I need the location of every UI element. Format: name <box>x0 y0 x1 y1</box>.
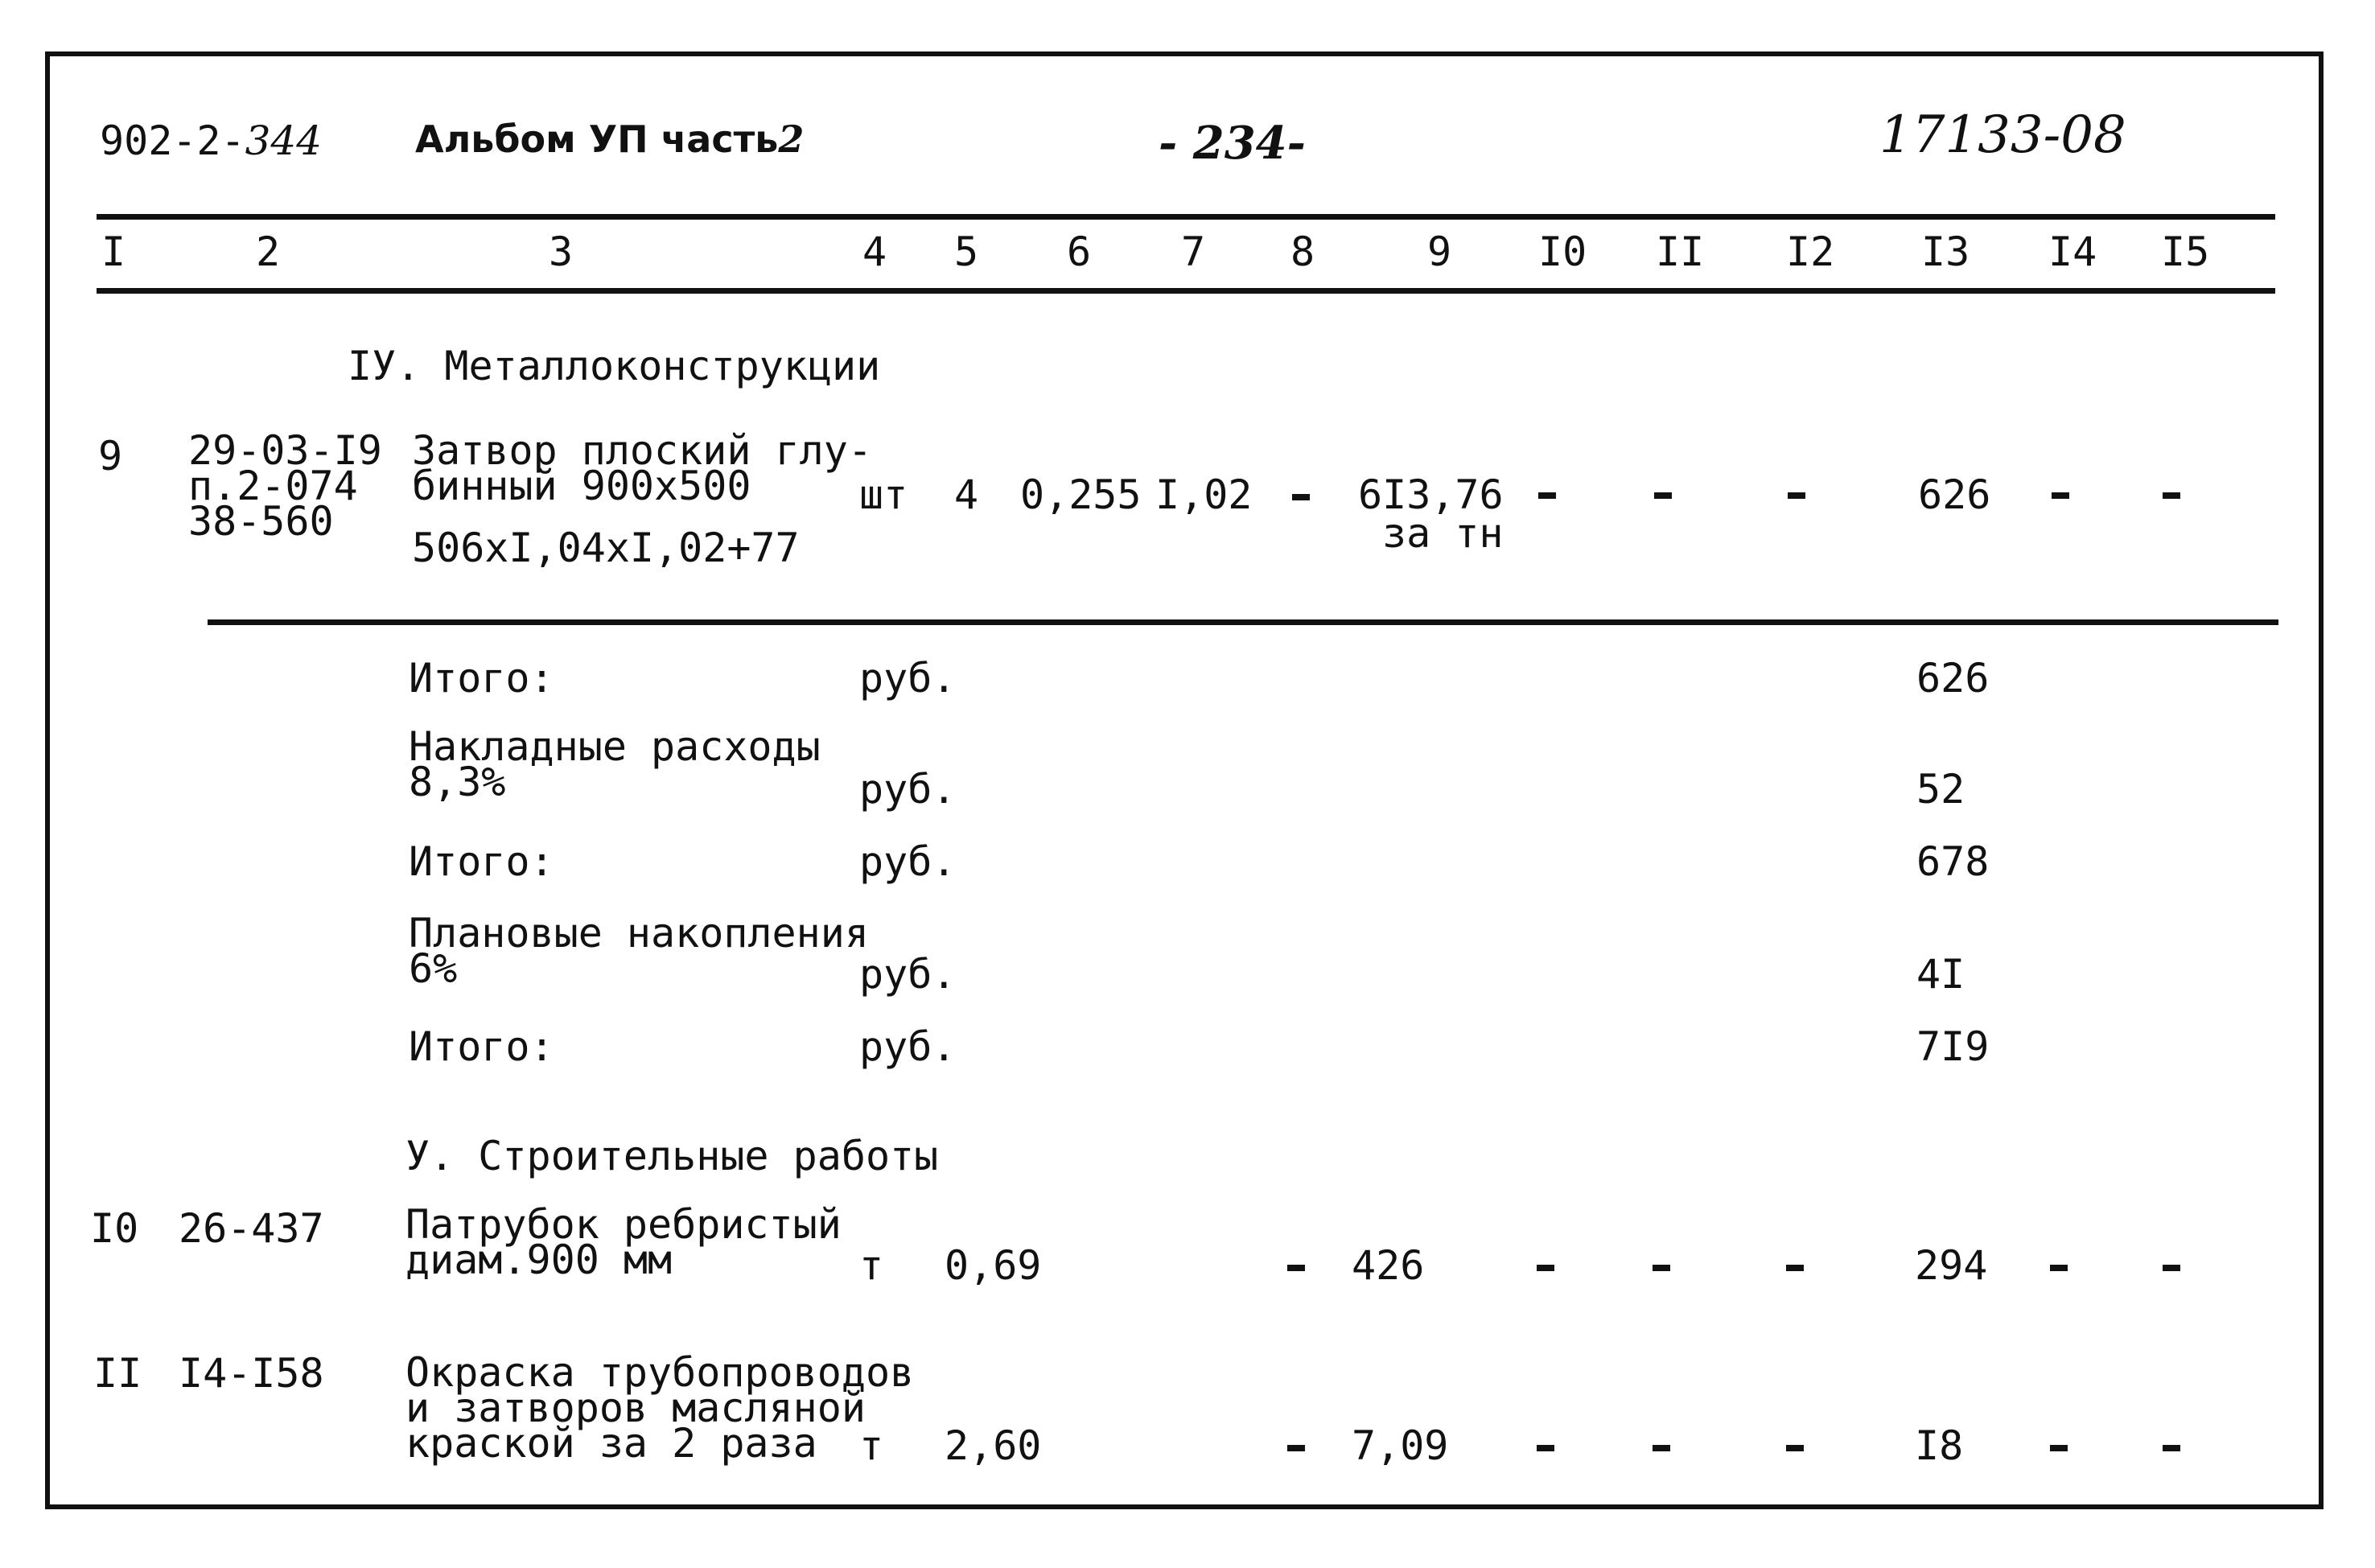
col-header-13: I3 <box>1921 228 1970 275</box>
total-1-unit: руб. <box>859 655 957 702</box>
total-1-value: 626 <box>1916 655 1990 702</box>
doc-code <box>100 117 323 164</box>
col-header-11: II <box>1656 228 1705 275</box>
col-header-15: I5 <box>2161 228 2210 275</box>
row-9-c10-dash <box>1538 492 1556 499</box>
row-10-code: 26-437 <box>179 1205 324 1252</box>
row-10-c12-dash <box>1786 1265 1804 1271</box>
row-11-c10-dash <box>1537 1445 1554 1451</box>
overhead-value: 52 <box>1916 766 1965 813</box>
row-9-c8-dash <box>1292 494 1310 500</box>
row-10-unit: т <box>859 1242 884 1289</box>
overhead-unit: руб. <box>859 766 957 813</box>
col-header-12: I2 <box>1786 228 1835 275</box>
row-9-c14-dash <box>2052 492 2069 499</box>
row-11-c11-dash <box>1653 1445 1670 1451</box>
row-9-c12-dash <box>1788 492 1805 499</box>
row-11-c14-dash <box>2050 1445 2068 1451</box>
col-header-2: 2 <box>256 228 281 275</box>
col-header-10: I0 <box>1538 228 1587 275</box>
album-title <box>415 117 805 161</box>
section-title-construction: У. Строительные работы <box>405 1133 939 1179</box>
row-10-c15-dash <box>2163 1265 2180 1271</box>
col-header-1: I <box>101 228 126 275</box>
page-number: - 234- <box>1159 117 1306 170</box>
row-9-c9: 6I3,76 <box>1358 471 1504 518</box>
doc-code-handwritten: 344 <box>245 117 323 164</box>
row-9-c15-dash <box>2163 492 2180 499</box>
row-10-qty: 0,69 <box>945 1242 1042 1289</box>
row-11-qty: 2,60 <box>945 1422 1042 1469</box>
row-10-c14-dash <box>2050 1265 2068 1271</box>
row-10-desc: Патрубок ребристый диам.900 мм <box>405 1201 842 1283</box>
header-rule-bottom <box>97 288 2275 294</box>
row-9-desc: Затвор плоский глу- бинный 900х500 <box>412 427 872 509</box>
row-10-c8-dash <box>1287 1265 1305 1271</box>
row-11-c12-dash <box>1786 1445 1804 1451</box>
col-header-3: 3 <box>549 228 574 275</box>
col-header-4: 4 <box>862 228 887 275</box>
row-9-c7: I,02 <box>1155 471 1253 518</box>
row-11-c9: 7,09 <box>1352 1422 1449 1469</box>
album-part: 2 <box>778 117 805 161</box>
col-header-5: 5 <box>954 228 979 275</box>
album-label: Альбом УП часть <box>415 117 779 161</box>
row-11-code: I4-I58 <box>179 1350 324 1397</box>
total-2-unit: руб. <box>859 838 957 885</box>
total-2-value: 678 <box>1916 838 1990 885</box>
planned-savings-value: 4I <box>1916 951 1965 998</box>
row-9-formula: 506хI,04хI,02+77 <box>412 525 800 571</box>
row-11-c15-dash <box>2163 1445 2180 1451</box>
col-header-6: 6 <box>1067 228 1092 275</box>
row-10-num: I0 <box>90 1205 139 1252</box>
total-3-label: Итого: <box>409 1023 554 1070</box>
doc-code-prefix: 902-2- <box>100 117 245 164</box>
overhead-label: Накладные расходы 8,3% <box>409 723 821 805</box>
row-11-num: II <box>93 1350 142 1397</box>
row-11-c8-dash <box>1287 1445 1305 1451</box>
row-9-c6: 0,255 <box>1020 471 1142 518</box>
row-10-c9: 426 <box>1352 1242 1425 1289</box>
total-3-value: 7I9 <box>1916 1023 1990 1070</box>
row-10-c11-dash <box>1653 1265 1670 1271</box>
header-rule-top <box>97 214 2275 220</box>
total-3-unit: руб. <box>859 1023 957 1070</box>
doc-number: 17133-08 <box>1879 105 2126 165</box>
row-11-unit: т <box>859 1422 884 1469</box>
col-header-9: 9 <box>1427 228 1452 275</box>
row-9-c11-dash <box>1654 492 1672 499</box>
row-9-unit: шт <box>859 471 908 518</box>
row-9-c9-note: за тн <box>1382 510 1504 557</box>
row-11-total: I8 <box>1915 1422 1964 1469</box>
row-11-desc: Окраска трубопроводов и затворов масляной краской за 2 раза <box>405 1349 915 1467</box>
col-header-14: I4 <box>2048 228 2097 275</box>
row-9-code: 29-03-I9 п.2-074 38-560 <box>188 427 382 545</box>
col-header-8: 8 <box>1290 228 1315 275</box>
planned-savings-label: Плановые накопления 6% <box>409 910 869 992</box>
row-9-num: 9 <box>98 433 123 479</box>
planned-savings-unit: руб. <box>859 951 957 998</box>
row-9-total: 626 <box>1918 471 1991 518</box>
section-title-metal: IУ. Металлоконструкции <box>348 343 881 389</box>
total-1-label: Итого: <box>409 655 554 702</box>
row-10-total: 294 <box>1915 1242 1988 1289</box>
section-divider <box>208 619 2278 625</box>
row-9-qty: 4 <box>954 471 979 518</box>
row-10-c10-dash <box>1537 1265 1554 1271</box>
total-2-label: Итого: <box>409 838 554 885</box>
col-header-7: 7 <box>1181 228 1206 275</box>
